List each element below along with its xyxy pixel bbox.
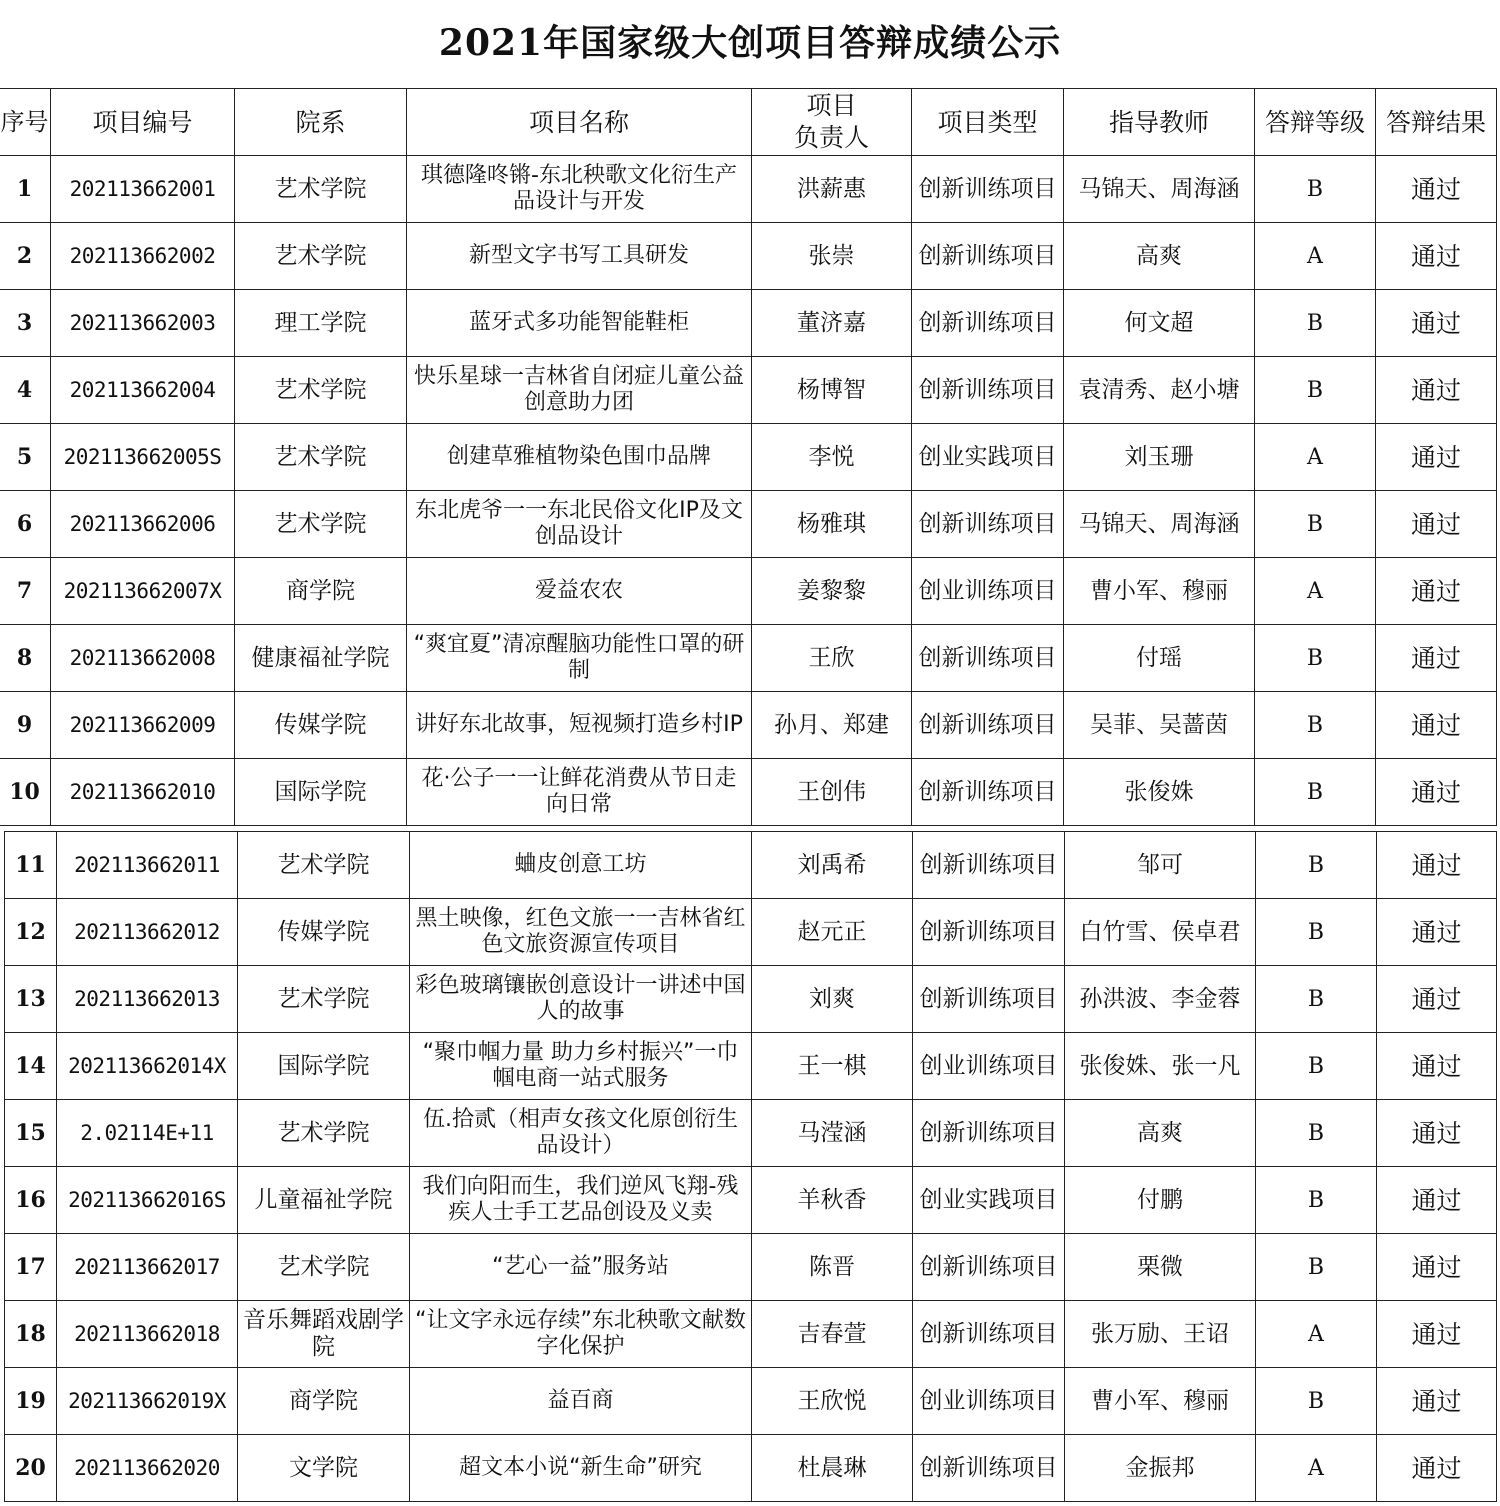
cell-project-code: 202113662009 — [51, 692, 235, 759]
cell-advisor: 栗微 — [1065, 1234, 1256, 1301]
cell-result: 通过 — [1376, 156, 1497, 223]
cell-seq: 5 — [0, 424, 51, 491]
cell-seq: 19 — [5, 1368, 57, 1435]
cell-grade: B — [1255, 156, 1376, 223]
cell-advisor: 孙洪波、李金蓉 — [1065, 966, 1256, 1033]
cell-leader: 洪薪惠 — [752, 156, 912, 223]
cell-seq: 16 — [5, 1167, 57, 1234]
header-leader-line1: 项目 — [806, 91, 857, 120]
table-row — [5, 1100, 1497, 1167]
cell-project-type: 创业训练项目 — [913, 1033, 1065, 1100]
cell-leader: 马滢涵 — [752, 1100, 913, 1167]
cell-grade: B — [1256, 1234, 1377, 1301]
table-row — [0, 290, 1497, 357]
header-code: 项目编号 — [51, 89, 235, 156]
cell-project-type: 创新训练项目 — [913, 1435, 1065, 1502]
table-row — [5, 1435, 1497, 1502]
cell-project-type: 创业训练项目 — [913, 1368, 1065, 1435]
table-row — [5, 1301, 1497, 1368]
cell-advisor: 付鹏 — [1065, 1167, 1256, 1234]
table-row — [0, 424, 1497, 491]
cell-project-code: 2.02114E+11 — [57, 1100, 238, 1167]
cell-project-name: 花·公子一一让鲜花消费从节日走向日常 — [407, 759, 752, 826]
table-row — [0, 692, 1497, 759]
cell-grade: B — [1256, 1100, 1377, 1167]
cell-project-type: 创新训练项目 — [913, 832, 1065, 899]
cell-grade: A — [1255, 558, 1376, 625]
cell-project-code: 202113662008 — [51, 625, 235, 692]
cell-seq: 7 — [0, 558, 51, 625]
cell-grade: B — [1255, 759, 1376, 826]
table-row — [5, 966, 1497, 1033]
cell-seq: 4 — [0, 357, 51, 424]
cell-project-code: 202113662020 — [57, 1435, 238, 1502]
cell-project-code: 202113662014X — [57, 1033, 238, 1100]
cell-project-type: 创新训练项目 — [912, 625, 1064, 692]
cell-project-name: 黑土映像，红色文旅一一吉林省红色文旅资源宣传项目 — [410, 899, 752, 966]
cell-advisor: 高爽 — [1064, 223, 1255, 290]
cell-project-code: 202113662005S — [51, 424, 235, 491]
cell-leader: 刘禹希 — [752, 832, 913, 899]
header-type: 项目类型 — [912, 89, 1064, 156]
header-name: 项目名称 — [407, 89, 752, 156]
cell-project-code: 202113662018 — [57, 1301, 238, 1368]
cell-grade: B — [1255, 692, 1376, 759]
cell-seq: 8 — [0, 625, 51, 692]
cell-project-code: 202113662013 — [57, 966, 238, 1033]
cell-result: 通过 — [1376, 357, 1497, 424]
cell-leader: 杨博智 — [752, 357, 912, 424]
cell-project-code: 202113662006 — [51, 491, 235, 558]
cell-advisor: 何文超 — [1064, 290, 1255, 357]
cell-advisor: 马锦天、周海涵 — [1064, 156, 1255, 223]
cell-department: 艺术学院 — [238, 966, 410, 1033]
cell-project-type: 创业实践项目 — [912, 424, 1064, 491]
cell-project-type: 创新训练项目 — [912, 357, 1064, 424]
cell-advisor: 付瑶 — [1064, 625, 1255, 692]
cell-project-name: “艺心一益”服务站 — [410, 1234, 752, 1301]
header-row — [0, 89, 1497, 156]
cell-result: 通过 — [1376, 223, 1497, 290]
cell-department: 商学院 — [235, 558, 407, 625]
cell-project-type: 创新训练项目 — [913, 1301, 1065, 1368]
cell-project-name: 创建草雅植物染色围巾品牌 — [407, 424, 752, 491]
cell-leader: 赵元正 — [752, 899, 913, 966]
cell-advisor: 马锦天、周海涵 — [1064, 491, 1255, 558]
table-row — [0, 223, 1497, 290]
cell-project-code: 202113662019X — [57, 1368, 238, 1435]
cell-project-name: 琪德隆咚锵-东北秧歌文化衍生产品设计与开发 — [407, 156, 752, 223]
table-row — [0, 156, 1497, 223]
cell-project-code: 202113662012 — [57, 899, 238, 966]
table-row — [5, 1167, 1497, 1234]
cell-project-type: 创新训练项目 — [913, 899, 1065, 966]
cell-seq: 14 — [5, 1033, 57, 1100]
cell-advisor: 曹小军、穆丽 — [1064, 558, 1255, 625]
header-seq: 序号 — [0, 89, 51, 156]
cell-result: 通过 — [1377, 1435, 1497, 1502]
cell-department: 传媒学院 — [235, 692, 407, 759]
cell-leader: 王欣 — [752, 625, 912, 692]
cell-project-code: 202113662017 — [57, 1234, 238, 1301]
table-row — [0, 625, 1497, 692]
cell-project-name: 伍.拾贰（相声女孩文化原创衍生品设计） — [410, 1100, 752, 1167]
cell-project-type: 创新训练项目 — [913, 966, 1065, 1033]
cell-seq: 17 — [5, 1234, 57, 1301]
table-row — [0, 558, 1497, 625]
page-title: 2021年国家级大创项目答辩成绩公示 — [438, 22, 1062, 64]
cell-leader: 王一棋 — [752, 1033, 913, 1100]
cell-advisor: 邹可 — [1065, 832, 1256, 899]
table-row — [5, 899, 1497, 966]
cell-department: 艺术学院 — [235, 424, 407, 491]
cell-project-type: 创新训练项目 — [912, 692, 1064, 759]
cell-advisor: 张俊姝、张一凡 — [1065, 1033, 1256, 1100]
cell-leader: 李悦 — [752, 424, 912, 491]
header-leader-line2: 负责人 — [793, 123, 869, 152]
cell-result: 通过 — [1376, 491, 1497, 558]
table-row — [5, 832, 1497, 899]
cell-leader: 姜黎黎 — [752, 558, 912, 625]
cell-seq: 20 — [5, 1435, 57, 1502]
cell-project-name: 益百商 — [410, 1368, 752, 1435]
cell-department: 艺术学院 — [238, 1234, 410, 1301]
cell-grade: A — [1255, 223, 1376, 290]
cell-result: 通过 — [1376, 290, 1497, 357]
cell-grade: B — [1255, 491, 1376, 558]
cell-advisor: 刘玉珊 — [1064, 424, 1255, 491]
cell-seq: 18 — [5, 1301, 57, 1368]
cell-project-type: 创新训练项目 — [913, 1234, 1065, 1301]
cell-seq: 9 — [0, 692, 51, 759]
table-row — [5, 1368, 1497, 1435]
cell-department: 音乐舞蹈戏剧学院 — [238, 1301, 410, 1368]
cell-grade: B — [1256, 899, 1377, 966]
cell-advisor: 袁清秀、赵小塘 — [1064, 357, 1255, 424]
cell-result: 通过 — [1377, 1100, 1497, 1167]
cell-leader: 羊秋香 — [752, 1167, 913, 1234]
cell-project-name: “爽宜夏”清凉醒脑功能性口罩的研制 — [407, 625, 752, 692]
cell-advisor: 高爽 — [1065, 1100, 1256, 1167]
header-teacher: 指导教师 — [1064, 89, 1255, 156]
cell-result: 通过 — [1376, 692, 1497, 759]
cell-grade: A — [1256, 1301, 1377, 1368]
cell-project-code: 202113662011 — [57, 832, 238, 899]
cell-result: 通过 — [1376, 759, 1497, 826]
cell-grade: A — [1255, 424, 1376, 491]
cell-project-name: 东北虎爷一一东北民俗文化IP及文创品设计 — [407, 491, 752, 558]
cell-leader: 吉春萱 — [752, 1301, 913, 1368]
cell-result: 通过 — [1376, 558, 1497, 625]
cell-result: 通过 — [1377, 899, 1497, 966]
cell-grade: B — [1256, 1368, 1377, 1435]
cell-seq: 10 — [0, 759, 51, 826]
table-row — [5, 1033, 1497, 1100]
cell-department: 国际学院 — [235, 759, 407, 826]
cell-advisor: 吴菲、吴蔷茵 — [1064, 692, 1255, 759]
cell-project-type: 创新训练项目 — [912, 290, 1064, 357]
cell-advisor: 张俊姝 — [1064, 759, 1255, 826]
cell-project-name: 快乐星球一吉林省自闭症儿童公益创意助力团 — [407, 357, 752, 424]
cell-department: 艺术学院 — [235, 357, 407, 424]
cell-advisor: 白竹雪、侯卓君 — [1065, 899, 1256, 966]
cell-advisor: 金振邦 — [1065, 1435, 1256, 1502]
cell-department: 儿童福祉学院 — [238, 1167, 410, 1234]
cell-grade: A — [1256, 1435, 1377, 1502]
cell-leader: 陈晋 — [752, 1234, 913, 1301]
header-result: 答辩结果 — [1376, 89, 1497, 156]
cell-project-type: 创新训练项目 — [912, 491, 1064, 558]
cell-leader: 董济嘉 — [752, 290, 912, 357]
cell-leader: 王创伟 — [752, 759, 912, 826]
cell-department: 艺术学院 — [238, 1100, 410, 1167]
cell-grade: B — [1256, 832, 1377, 899]
cell-project-code: 202113662002 — [51, 223, 235, 290]
header-dept: 院系 — [235, 89, 407, 156]
cell-project-name: 爱益农农 — [407, 558, 752, 625]
table-row — [0, 759, 1497, 826]
header-grade: 答辩等级 — [1255, 89, 1376, 156]
cell-grade: B — [1256, 966, 1377, 1033]
cell-result: 通过 — [1377, 832, 1497, 899]
cell-result: 通过 — [1376, 625, 1497, 692]
cell-department: 国际学院 — [238, 1033, 410, 1100]
cell-department: 传媒学院 — [238, 899, 410, 966]
cell-project-name: 新型文字书写工具研发 — [407, 223, 752, 290]
table-row — [0, 491, 1497, 558]
cell-project-name: “让文字永远存续”东北秧歌文献数字化保护 — [410, 1301, 752, 1368]
table-row — [5, 1234, 1497, 1301]
cell-seq: 1 — [0, 156, 51, 223]
cell-grade: B — [1256, 1167, 1377, 1234]
cell-department: 理工学院 — [235, 290, 407, 357]
cell-project-code: 202113662016S — [57, 1167, 238, 1234]
cell-result: 通过 — [1376, 424, 1497, 491]
cell-leader: 孙月、郑建 — [752, 692, 912, 759]
cell-department: 艺术学院 — [235, 223, 407, 290]
cell-department: 文学院 — [238, 1435, 410, 1502]
cell-project-code: 202113662001 — [51, 156, 235, 223]
cell-seq: 13 — [5, 966, 57, 1033]
cell-seq: 11 — [5, 832, 57, 899]
header-leader — [752, 89, 912, 156]
cell-project-type: 创新训练项目 — [912, 156, 1064, 223]
cell-project-type: 创业训练项目 — [912, 558, 1064, 625]
cell-advisor: 曹小军、穆丽 — [1065, 1368, 1256, 1435]
cell-project-name: 彩色玻璃镶嵌创意设计一讲述中国人的故事 — [410, 966, 752, 1033]
cell-leader: 杨雅琪 — [752, 491, 912, 558]
cell-seq: 3 — [0, 290, 51, 357]
cell-project-type: 创新训练项目 — [913, 1100, 1065, 1167]
cell-department: 艺术学院 — [235, 156, 407, 223]
cell-project-name: 超文本小说“新生命”研究 — [410, 1435, 752, 1502]
cell-result: 通过 — [1377, 1301, 1497, 1368]
cell-project-type: 创新训练项目 — [912, 223, 1064, 290]
cell-project-name: 讲好东北故事，短视频打造乡村IP — [407, 692, 752, 759]
cell-seq: 15 — [5, 1100, 57, 1167]
cell-project-type: 创新训练项目 — [912, 759, 1064, 826]
cell-project-name: 蛐皮创意工坊 — [410, 832, 752, 899]
cell-project-code: 202113662010 — [51, 759, 235, 826]
cell-department: 健康福祉学院 — [235, 625, 407, 692]
cell-grade: B — [1256, 1033, 1377, 1100]
cell-seq: 6 — [0, 491, 51, 558]
cell-leader: 刘爽 — [752, 966, 913, 1033]
cell-result: 通过 — [1377, 1368, 1497, 1435]
cell-project-code: 202113662004 — [51, 357, 235, 424]
cell-project-code: 202113662003 — [51, 290, 235, 357]
cell-leader: 张崇 — [752, 223, 912, 290]
cell-result: 通过 — [1377, 966, 1497, 1033]
cell-advisor: 张万励、王诏 — [1065, 1301, 1256, 1368]
results-table-top — [0, 88, 1497, 826]
cell-grade: B — [1255, 290, 1376, 357]
cell-project-name: “聚巾帼力量 助力乡村振兴”一巾帼电商一站式服务 — [410, 1033, 752, 1100]
cell-project-type: 创业实践项目 — [913, 1167, 1065, 1234]
cell-project-name: 蓝牙式多功能智能鞋柜 — [407, 290, 752, 357]
cell-project-code: 202113662007X — [51, 558, 235, 625]
cell-department: 艺术学院 — [238, 832, 410, 899]
table-row — [0, 357, 1497, 424]
cell-result: 通过 — [1377, 1234, 1497, 1301]
cell-department: 艺术学院 — [235, 491, 407, 558]
cell-leader: 王欣悦 — [752, 1368, 913, 1435]
cell-leader: 杜晨琳 — [752, 1435, 913, 1502]
cell-grade: B — [1255, 357, 1376, 424]
cell-seq: 12 — [5, 899, 57, 966]
cell-project-name: 我们向阳而生，我们逆风飞翔-残疾人士手工艺品创设及义卖 — [410, 1167, 752, 1234]
cell-grade: B — [1255, 625, 1376, 692]
cell-department: 商学院 — [238, 1368, 410, 1435]
cell-result: 通过 — [1377, 1033, 1497, 1100]
cell-seq: 2 — [0, 223, 51, 290]
cell-result: 通过 — [1377, 1167, 1497, 1234]
results-table-bottom — [4, 831, 1497, 1502]
